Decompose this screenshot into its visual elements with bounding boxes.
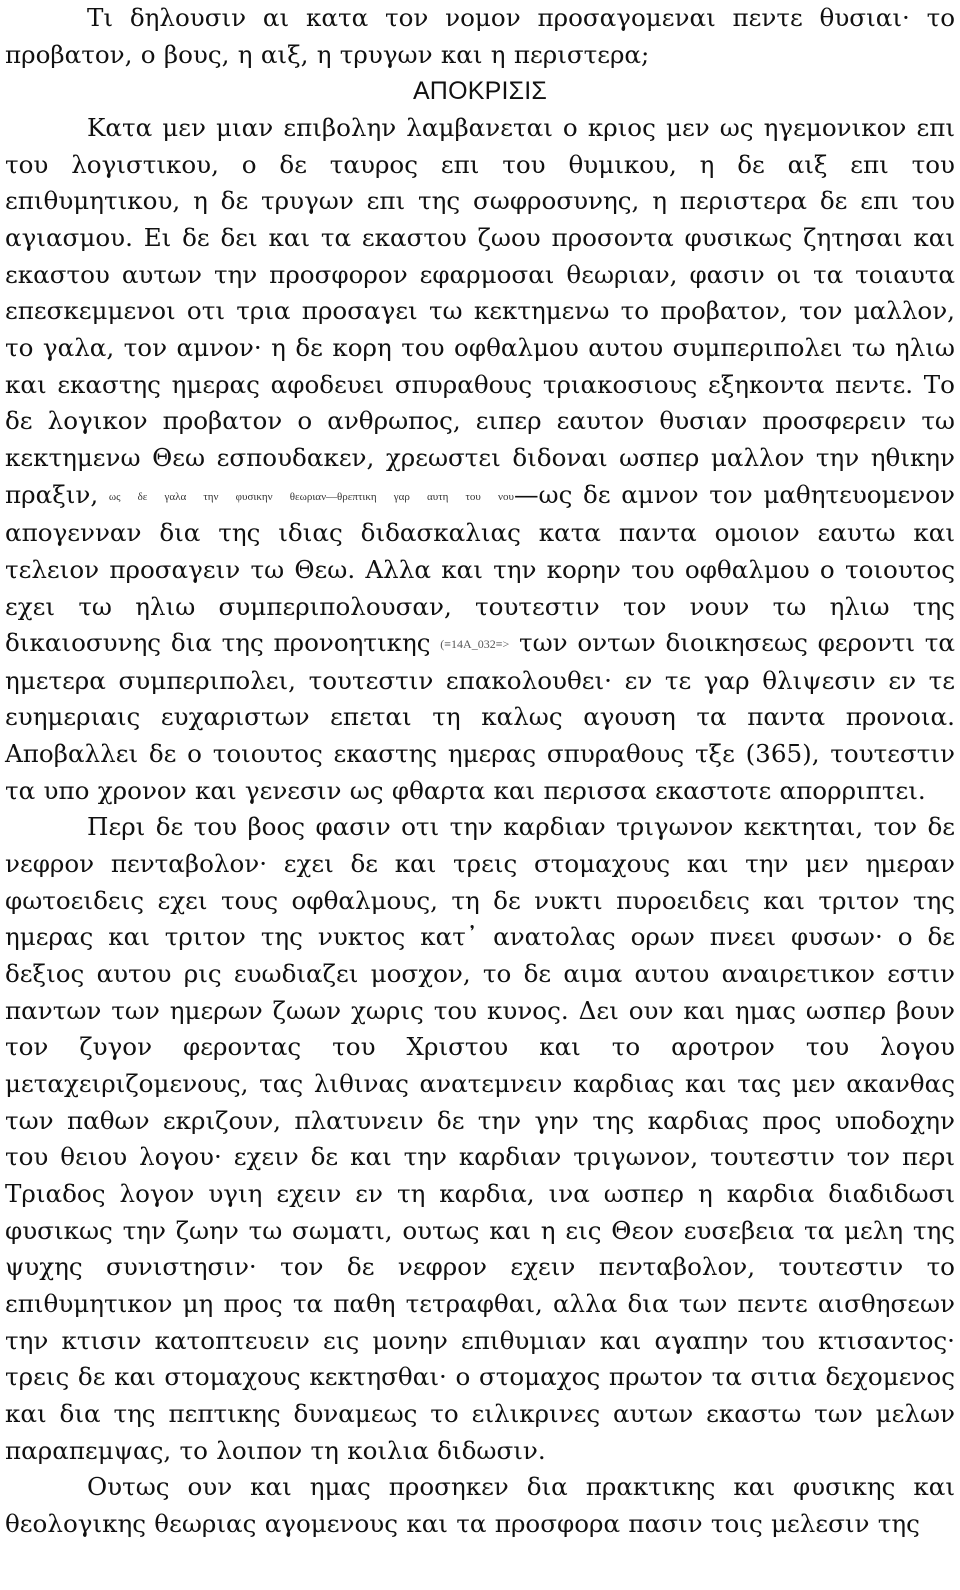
- answer-heading: ΑΠΟΚΡΙΣΙΣ: [412, 77, 548, 106]
- answer-paragraph-3: Ουτως ουν και ημας προσηκεν δια πρακτικης και φυσικης και θεολογικης θεωριας αγομενους και τα προσφορα πασιν τοις μελεσιν της: [5, 1472, 955, 1538]
- question-paragraph: Τι δηλουσιν αι κατα τον νομον προσαγομεναι πεντε θυσιαι· το προβατον, ο βους, η αιξ, η τρυγων και η περιστερα;: [5, 3, 955, 69]
- answer-paragraph-1: [5, 110, 955, 809]
- answer-paragraph-2: Περι δε του βοος φασιν οτι την καρδιαν τριγωνον κεκτηται, τον δε νεφρον πενταβολον· εχει δε και τρεις στομαχους και την μεν ημεραν φωτοειδεις εχει τους οφθαλμους, τη δε νυκτι πυροειδεις και τριτον της ημερας και τριτον της νυκτος κατ᾽ ανατολας ορων πνεει φυσων· ο δε δεξιος αυτου ρις ευωδιαζει μοσχον, το δε αιμα αυτου αναιρετικον εστιν παντων των ημερων ζωων χωρις του κυνος. Δει ουν και ημας ωσπερ βουν τον ζυγον φεροντας του Χριστου και το αροτρον του λογου μεταχειριζομενους, τας λιθινας ανατεμνειν καρδιας και τας μεν ακανθας των παθων εκριζουν, πλατυνειν δε την γην της καρδιας προς υποδοχην του θειου λογου· εχειν δε και την καρδιαν τριγωνον, τουτεστιν τον περι Τριαδος λογον υγιη εχειν εν τη καρδια, ινα ωσπερ η καρδια διαδιδωσι φυσικως την ζωην τω σωματι, ουτως και η εις Θεον ευσεβεια τα μελη της ψυχης συνιστησιν· τον δε νεφρον εχειν πενταβολον, τουτεστιν το επιθυμητικον μη προς τα παθη τετραφθαι, αλλα δια των πεντε αισθησεων την κτισιν κατοπτευειν εις μονην επιθυμιαν και αγαπην του κτισαντος· τρεις δε και στομαχους κεκτησθαι· ο στομαχος πρωτον τα σιτια δεχομενος και δια της πεπτικης δυναμεως το ειλικρινες αυτων εκαστω των μελων παραπεμψας, το λοιπον τη κοιλια διδωσιν.: [5, 812, 955, 1465]
- page-marker: (≡14A_032≡>: [440, 637, 510, 652]
- inline-gloss: ως δε γαλα την φυσικην θεωριαν—θρεπτικη γαρ αυτη του νου: [108, 490, 514, 503]
- paragraph-text: των οντων διοικησεως φεροντι τα ημετερα συμπεριπολει, τουτεστιν επακολουθει· εν τε γαρ θλιψεσιν εν τε ευημεριαις ευχαριστων επεται τη καλως αγουση τα παντα προνοια. Αποβαλλει δε ο τοιουτος εκαστης ημερας σπυραθους τξε (365), τουτεστιν τα υπο χρονον και γενεσιν ως φθαρτα και περισσα εκαστοτε απορριπτει.: [5, 628, 955, 805]
- document-page: [5, 0, 955, 1543]
- paragraph-text: —ως δε αμνον τον μαθητευομενον απογενναν δια της ιδιας διδασκαλιας κατα παντα ομοιον εαυτω και τελειον προσαγειν τω Θεω. Αλλα και την κορην του οφθαλμου ο τοιουτος εχει τω ηλιω συμπεριπολουσαν, τουτεστιν τον νουν τω ηλιω της δικαιοσυνης δια της προνοητικης: [5, 479, 956, 658]
- paragraph-text: Κατα μεν μιαν επιβολην λαμβανεται ο κριος μεν ως ηγεμονικον επι του λογιστικου, ο δε ταυρος επι του θυμικου, η δε αιξ επι του επιθυμητικου, η δε τρυγων επι της σωφροσυνης, η περιστερα δε επι του αγιασμου. Ει δε δει και τα εκαστου ζωου προσοντα φυσικως ζητησαι και εκαστου αυτων την προσφορον εφαρμοσαι θεωριαν, φασιν οι τα τοιαυτα επεσκεμμενοι οτι τρια προσαγει τω κεκτημενω το προβατον, τον μαλλον, το γαλα, τον αμνον· η δε κορη του οφθαλμου αυτου συμπεριπολει τω ηλιω και εκαστης ημερας αφοδευει σπυραθους τριακοσιους εξηκοντα πεντε. Το δε λογικον προβατον ο ανθρωπος, ειπερ εαυτον θυσιαν προσφερειν τω κεκτημενω Θεω εσπουδακεν, χρεωστει διδοναι ωσπερ μαλλον την ηθικην πραξιν,: [5, 112, 955, 509]
